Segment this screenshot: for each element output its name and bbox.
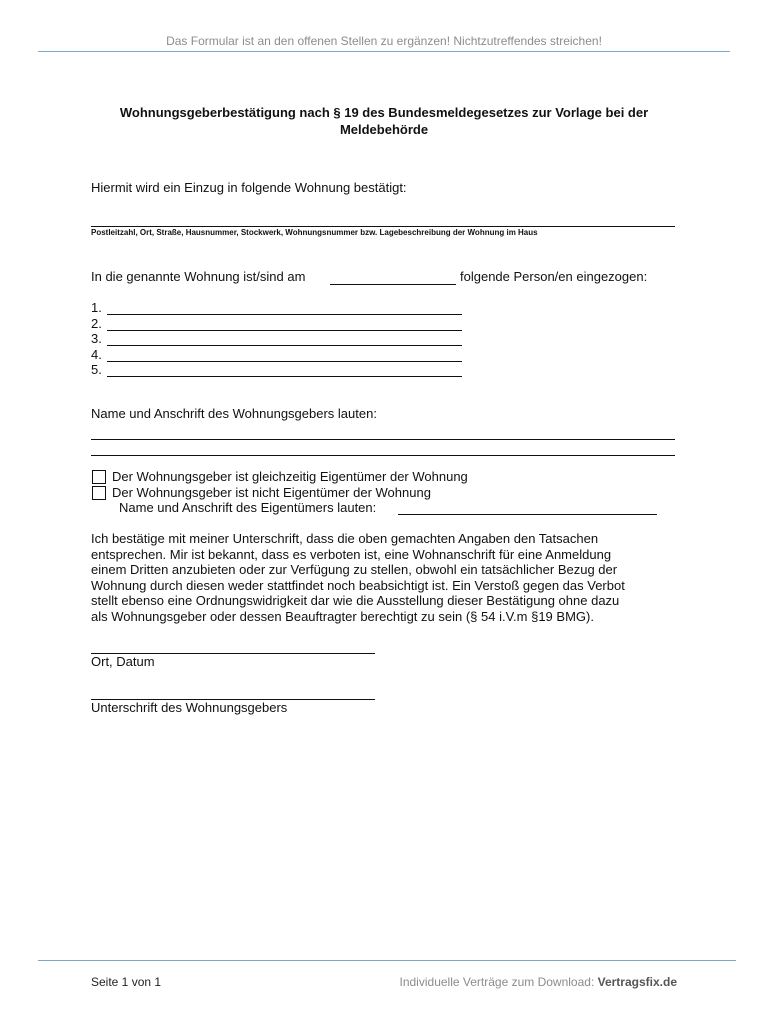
declaration-line: als Wohnungsgeber oder dessen Beauftragter berechtigt zu sein (§ 54 i.V.m §19 BMG). [91, 608, 594, 624]
declaration-line: stellt ebenso eine Ordnungswidrigkeit dar wie die Ausstellung dieser Bestätigung ohne dazu [91, 593, 620, 608]
declaration-paragraph [91, 531, 691, 624]
person-field[interactable] [107, 376, 462, 377]
move-in-suffix: folgende Person/en eingezogen: [460, 269, 648, 284]
header-divider [38, 51, 730, 52]
not-owner-checkbox-label: Der Wohnungsgeber ist nicht Eigentümer der Wohnung [112, 485, 431, 500]
owner-address-label: Name und Anschrift des Eigentümers lauten: [119, 500, 377, 515]
person-number: 3. [91, 331, 102, 346]
owner-checkbox-label: Der Wohnungsgeber ist gleichzeitig Eigentümer der Wohnung [112, 469, 468, 484]
owner-checkbox[interactable] [92, 470, 106, 484]
person-number: 5. [91, 362, 102, 377]
move-in-prefix: In die genannte Wohnung ist/sind am [91, 269, 306, 284]
person-number: 1. [91, 300, 102, 315]
owner-address-field[interactable] [398, 514, 657, 515]
person-field[interactable] [107, 314, 462, 315]
page-number: Seite 1 von 1 [91, 975, 162, 989]
person-field[interactable] [107, 330, 462, 331]
person-number: 4. [91, 347, 102, 362]
address-caption: Postleitzahl, Ort, Straße, Hausnummer, Stockwerk, Wohnungsnummer bzw. Lagebeschreibung der Wohnung im Haus [91, 228, 538, 237]
brand-link[interactable]: Vertragsfix.de [597, 975, 677, 989]
landlord-label: Name und Anschrift des Wohnungsgebers lauten: [91, 406, 377, 421]
header-note: Das Formular ist an den offenen Stellen zu ergänzen! Nichtzutreffendes streichen! [166, 34, 602, 48]
footer-download-note [400, 975, 678, 989]
person-field[interactable] [107, 361, 462, 362]
intro-text: Hiermit wird ein Einzug in folgende Wohnung bestätigt: [91, 180, 407, 195]
declaration-line: Wohnung durch diesen weder stattfindet noch beabsichtigt ist. Ein Verstoß gegen das Verbot [91, 577, 625, 593]
not-owner-checkbox[interactable] [92, 486, 106, 500]
footer-divider [38, 960, 736, 961]
declaration-line: Ich bestätige mit meiner Unterschrift, dass die oben gemachten Angaben den Tatsachen [91, 531, 599, 546]
person-field[interactable] [107, 345, 462, 346]
landlord-field[interactable] [91, 439, 675, 440]
person-number: 2. [91, 316, 102, 331]
document-title: Wohnungsgeberbestätigung nach § 19 des Bundesmeldegesetzes zur Vorlage bei der Meldebehörde [119, 105, 649, 137]
place-date-label: Ort, Datum [91, 654, 155, 669]
move-in-date-field[interactable] [330, 284, 456, 285]
signature-label: Unterschrift des Wohnungsgebers [91, 700, 288, 715]
declaration-line: entsprechen. Mir ist bekannt, dass es verboten ist, eine Wohnanschrift für eine Anmeldung [91, 546, 612, 562]
address-field[interactable] [91, 226, 675, 227]
declaration-line: einem Dritten anzubieten oder zur Verfügung zu stellen, obwohl ein tatsächlicher Bezug der [91, 562, 618, 577]
download-text: Individuelle Verträge zum Download: [399, 975, 595, 989]
landlord-field[interactable] [91, 455, 675, 456]
